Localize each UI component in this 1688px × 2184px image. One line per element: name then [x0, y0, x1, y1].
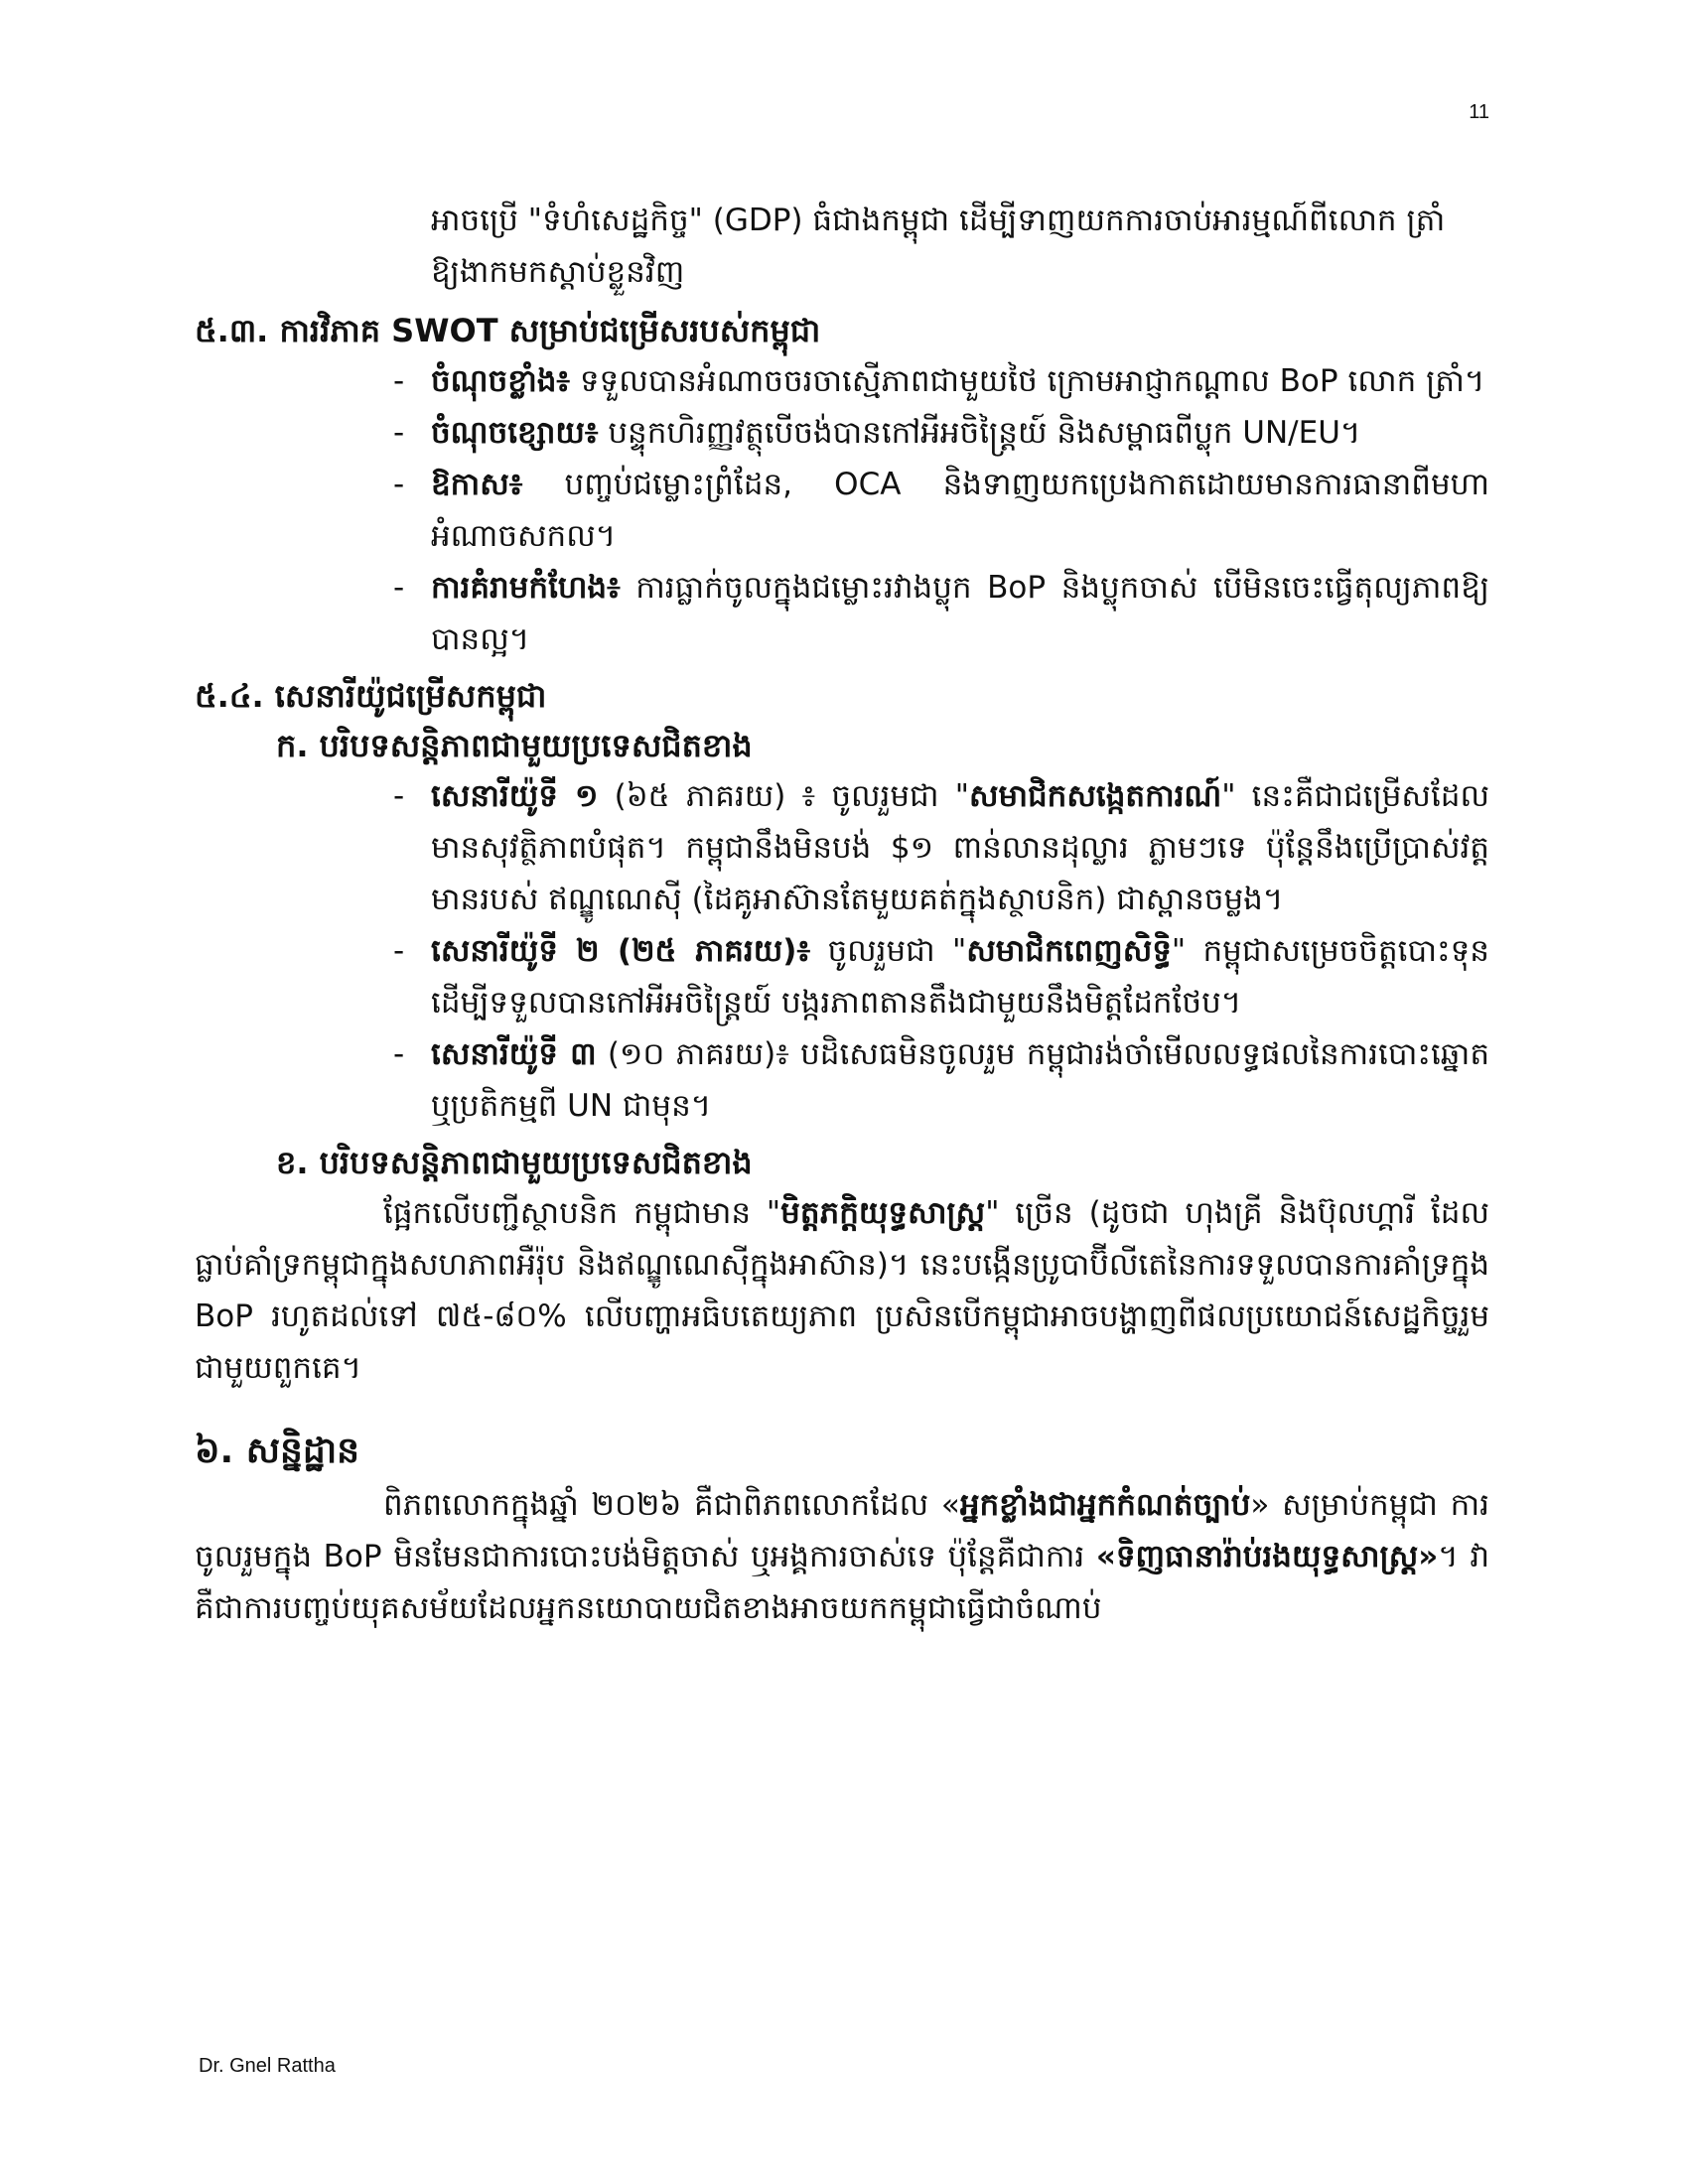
- item-text: (៦៥ ភាគរយ) ៖ ចូលរួមជា ": [598, 778, 969, 814]
- item-text: " នេះគឺជាជម្រើសដែលមានសុវត្ថិភាពបំផុត។ កម្ពុជានឹងមិនបង់ $១ ពាន់លានដុល្លារ ភ្លាមៗទេ ប៉ុន្តែនឹងប្រើប្រាស់វត្តមានរបស់ ឥណ្ឌូណេស៊ី (ដៃគូអាស៊ានតែមួយគត់ក្នុងស្ថាបនិក) ជាស្ពានចម្លង។: [431, 778, 1489, 917]
- item-text: (១០ ភាគរយ)៖ បដិសេធមិនចូលរួម កម្ពុជារង់ចាំមើលលទ្ធផលនៃការបោះឆ្នោត ឬប្រតិកម្មពី UN ជាមុន។: [431, 1036, 1489, 1124]
- swot-list: [195, 355, 1489, 665]
- item-emphasis: សមាជិកសង្កេតការណ៍: [968, 778, 1222, 814]
- page-footer: Dr. Gnel Rattha: [199, 2055, 336, 2077]
- page-number: 11: [1469, 101, 1489, 123]
- item-text: បន្ទុកហិរញ្ញវត្ថុបើចង់បានកៅអីអចិន្ត្រៃយ៍ និងសម្ពាធពីប្លុក UN/EU។: [598, 415, 1361, 451]
- item-label: ការគំរាមកំហែង៖: [431, 570, 621, 606]
- list-item: [195, 925, 1489, 1028]
- subsection-b-heading: ខ. បរិបទសន្តិភាពជាមួយប្រទេសជិតខាង: [276, 1144, 753, 1181]
- list-item: [195, 459, 1489, 562]
- item-label: សេនារីយ៉ូទី ១: [431, 778, 599, 814]
- para-emphasis: មិត្តភក្តិយុទ្ធសាស្ត្រ: [780, 1195, 986, 1231]
- para-text: ផ្អែកលើបញ្ជីស្ថាបនិក កម្ពុជាមាន ": [383, 1195, 781, 1231]
- item-emphasis: សមាជិកពេញសិទ្ធិ: [966, 933, 1172, 969]
- bullet-dash: -: [393, 570, 405, 606]
- item-label: សេនារីយ៉ូទី ៣: [431, 1036, 597, 1072]
- item-text: " កម្ពុជាសម្រេចចិត្តបោះទុនដើម្បីទទួលបានកៅអីអចិន្ត្រៃយ៍ បង្ករភាពតានតឹងជាមួយនឹងមិត្តដែកថែប។: [431, 933, 1489, 1021]
- item-text: ទទួលបានអំណាចចរចាស្មើភាពជាមួយថៃ ក្រោមអាជ្ញាកណ្ដាល BoP លោក ត្រាំ។: [570, 363, 1485, 399]
- bullet-dash: -: [393, 778, 405, 814]
- item-text: ចូលរួមជា ": [810, 933, 967, 969]
- list-item: [195, 355, 1489, 407]
- item-text: ការធ្លាក់ចូលក្នុងជម្លោះរវាងប្លុក BoP និងប្លុកចាស់ បើមិនចេះធ្វើតុល្យភាពឱ្យបានល្អ។: [431, 570, 1489, 657]
- para-text: » សម្រាប់កម្ពុជា ការចូលរួមក្នុង BoP មិនមែនជាការបោះបង់មិត្តចាស់ ឬអង្គការចាស់ទេ ប៉ុន្តែគឺជាការ: [195, 1487, 1489, 1574]
- bullet-dash: -: [393, 467, 405, 502]
- item-label: ឱកាស៖: [431, 467, 523, 502]
- item-label: សេនារីយ៉ូទី ២ (២៥ ភាគរយ)៖: [431, 933, 811, 969]
- section-5-3-heading: ៥.៣. ការវិភាគ SWOT សម្រាប់ជម្រើសរបស់កម្ពុជា: [195, 312, 821, 349]
- scenario-list: [195, 770, 1489, 1132]
- bullet-dash: -: [393, 415, 405, 451]
- para-text: ពិភពលោកក្នុងឆ្នាំ ២០២៦ គឺជាពិភពលោកដែល «: [383, 1487, 960, 1523]
- section-5-4-heading: ៥.៤. សេនារីយ៉ូជម្រើសកម្ពុជា: [195, 677, 547, 715]
- bullet-dash: -: [393, 933, 405, 969]
- list-item: [195, 407, 1489, 459]
- conclusion-paragraph: [195, 1479, 1489, 1634]
- bullet-dash: -: [393, 1036, 405, 1072]
- item-text: បញ្ចប់ជម្លោះព្រំដែន, OCA និងទាញយកប្រេងកាតដោយមានការធានាពីមហាអំណាចសកល។: [431, 467, 1489, 554]
- list-item: [195, 770, 1489, 925]
- bullet-dash: -: [393, 363, 405, 399]
- list-item: [195, 1028, 1489, 1132]
- para-emphasis: អ្នកខ្លាំងជាអ្នកកំណត់ច្បាប់: [959, 1487, 1251, 1523]
- para-text: ។ វាគឺជាការបញ្ចប់យុគសម័យដែលអ្នកនយោបាយជិតខាងអាចយកកម្ពុជាធ្វើជាចំណាប់: [195, 1539, 1489, 1626]
- subsection-a-heading: ក. បរិបទសន្តិភាពជាមួយប្រទេសជិតខាង: [276, 727, 753, 764]
- para-text: " ច្រើន (ដូចជា ហុងគ្រី និងប៊ុលហ្គារី ដែលធ្លាប់គាំទ្រកម្ពុជាក្នុងសហភាពអឺរ៉ុប និងឥណ្ឌូណេស៊ីក្នុងអាស៊ាន)។ នេះបង្កើនប្រូបាប៊ីលីតេនៃការទទួលបានការគាំទ្រក្នុង BoP រហូតដល់ទៅ ៧៥-៨០% លើបញ្ហាអធិបតេយ្យភាព ប្រសិនបើកម្ពុជាអាចបង្ហាញពីផលប្រយោជន៍សេដ្ឋកិច្ចរួមជាមួយពួកគេ។: [195, 1195, 1489, 1386]
- para-emphasis: «ទិញធានារ៉ាប់រងយុទ្ធសាស្ត្រ»: [1095, 1539, 1439, 1574]
- section-6-heading: ៦. សន្និដ្ឋាន: [195, 1431, 359, 1471]
- subsection-b-paragraph: [195, 1187, 1489, 1394]
- list-item: [195, 562, 1489, 665]
- item-label: ចំណុចខ្លាំង៖: [431, 363, 571, 399]
- document-body: [195, 195, 1489, 1634]
- item-label: ចំណុចខ្សោយ៖: [431, 415, 599, 451]
- intro-paragraph: អាចប្រើ "ទំហំសេដ្ឋកិច្ច" (GDP) ធំជាងកម្ពុជា ដើម្បីទាញយកការចាប់អារម្មណ៍ពីលោក ត្រាំ ឱ្យងាកមកស្ដាប់ខ្លួនវិញ: [431, 203, 1446, 290]
